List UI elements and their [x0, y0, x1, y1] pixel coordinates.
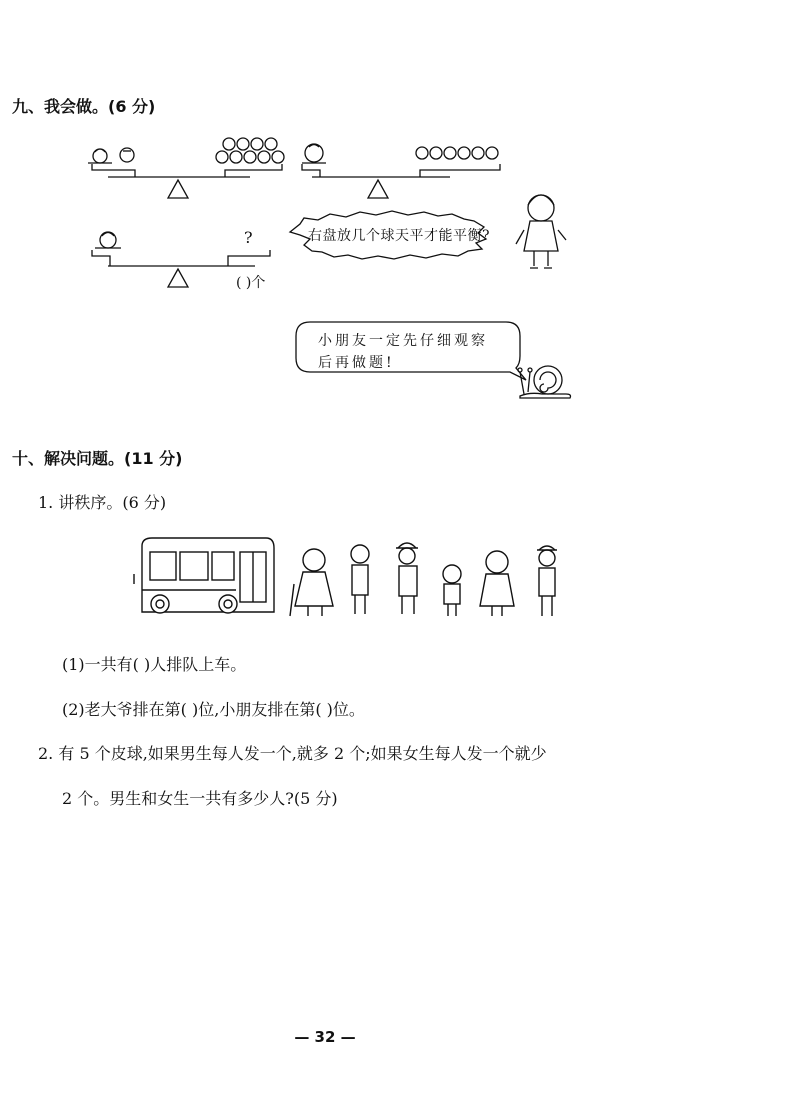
section-10-heading: 十、解决问题。(11 分): [12, 449, 183, 468]
old-woman-icon: [480, 551, 514, 616]
question-1-sub-2: (2)老大爷排在第( )位,小朋友排在第( )位。: [62, 700, 365, 719]
person-3-icon: [396, 543, 418, 614]
answer-blank[interactable]: ( )个: [236, 275, 266, 291]
child-icon: [443, 565, 461, 616]
question-1-title: 1. 讲秩序。(6 分): [38, 493, 167, 512]
bubble-question-text: 右盘放几个球天平才能平衡?: [308, 228, 491, 244]
question-2-line-1: 2. 有 5 个皮球,如果男生每人发一个,就多 2 个;如果女生每人发一个就少: [38, 744, 547, 763]
question-mark: ?: [244, 228, 253, 247]
old-man-icon: [290, 549, 333, 616]
question-1-sub-1: (1)一共有( )人排队上车。: [62, 655, 247, 674]
officer-icon: [537, 546, 557, 616]
bubble-tip-line-2: 后再做题!: [318, 355, 395, 371]
person-2-icon: [351, 545, 369, 614]
section-9-heading: 九、我会做。(6 分): [12, 97, 156, 116]
question-2-line-2: 2 个。男生和女生一共有多少人?(5 分): [62, 789, 338, 808]
bus-icon: [134, 538, 274, 613]
page-number: — 32 —: [294, 1028, 356, 1046]
bubble-tip-line-1: 小朋友一定先仔细观察: [318, 333, 488, 349]
